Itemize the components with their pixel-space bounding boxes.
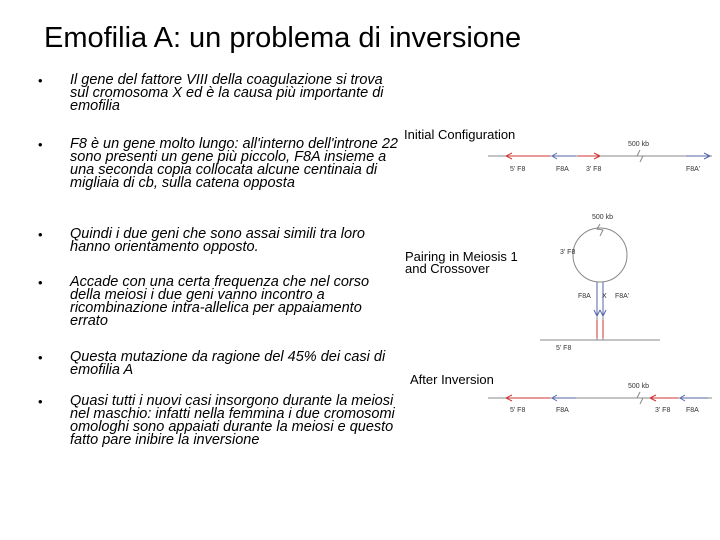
after-5f8-label: 5' F8 bbox=[510, 407, 526, 414]
bullet-icon: • bbox=[38, 275, 43, 290]
bullet-text: Quindi i due geni che sono assai simili tra loro hanno orientamento opposto. bbox=[70, 226, 365, 255]
initial-break-icon bbox=[637, 150, 643, 162]
f8-inversion-diagram bbox=[398, 120, 720, 430]
after-f8a-right-arrow bbox=[680, 395, 708, 401]
after-f8a-label: F8A bbox=[556, 407, 569, 414]
pairing-break-icon bbox=[597, 224, 603, 236]
initial-heading: Initial Configuration bbox=[404, 127, 516, 142]
initial-5f8-arrow bbox=[506, 153, 550, 159]
initial-f8a-label: F8A bbox=[556, 166, 569, 173]
after-break-icon bbox=[637, 392, 643, 404]
pairing-heading-line2: and Crossover bbox=[405, 261, 490, 276]
pairing-f8a-prime-label: F8A' bbox=[615, 293, 630, 300]
after-f8a-right-label: F8A bbox=[686, 407, 699, 414]
bullet-item bbox=[38, 138, 398, 228]
pairing-f8-segment bbox=[597, 320, 603, 338]
after-heading: After Inversion bbox=[410, 372, 494, 387]
pairing-f8a-arrow bbox=[594, 282, 600, 316]
bullet-icon: • bbox=[38, 73, 43, 88]
initial-3f8-label: 3' F8 bbox=[586, 166, 602, 173]
pairing-3f8-label: 3' F8 bbox=[560, 249, 576, 256]
bullet-item bbox=[38, 395, 398, 447]
pairing-f8a-label: F8A bbox=[578, 293, 591, 300]
bullet-item bbox=[38, 351, 398, 395]
bullet-icon: • bbox=[38, 350, 43, 365]
bullet-icon: • bbox=[38, 227, 43, 242]
initial-f8a-arrow bbox=[552, 153, 576, 159]
bullet-text: Quasi tutti i nuovi casi insorgono durante la meiosi nel maschio: infatti nella femmina i due cromosomi omologhi sono appaiati durante la meiosi e questo fatto pare inibire la inversione bbox=[70, 393, 395, 448]
slide-title: Emofilia A: un problema di inversione bbox=[44, 22, 522, 54]
after-kb-label: 500 kb bbox=[628, 383, 650, 390]
bullet-text: Questa mutazione da ragione del 45% dei casi di emofilia A bbox=[70, 349, 386, 378]
pairing-heading-line1: Pairing in Meiosis 1 bbox=[405, 249, 518, 264]
bullet-item bbox=[38, 276, 398, 351]
bullet-text: Accade con una certa frequenza che nel corso della meiosi i due geni vanno incontro a ricombinazione intra-allelica per appaiamento errato bbox=[70, 274, 370, 329]
pairing-kb-label: 500 kb bbox=[592, 214, 614, 221]
bullet-item bbox=[38, 74, 398, 138]
initial-f8a-prime-arrow bbox=[686, 153, 710, 159]
after-f8a-arrow bbox=[552, 395, 576, 401]
after-3f8-arrow bbox=[650, 395, 678, 401]
initial-f8a-prime-label: F8A' bbox=[686, 166, 701, 173]
bullet-icon: • bbox=[38, 137, 43, 152]
bullet-icon: • bbox=[38, 394, 43, 409]
pairing-cross-label: X bbox=[602, 293, 607, 300]
after-5f8-arrow bbox=[506, 395, 550, 401]
bullet-list bbox=[38, 74, 398, 447]
pairing-5f8-label: 5' F8 bbox=[556, 345, 572, 352]
initial-kb-label: 500 kb bbox=[628, 141, 650, 148]
initial-5f8-label: 5' F8 bbox=[510, 166, 526, 173]
initial-3f8-arrow bbox=[578, 153, 600, 159]
bullet-text: Il gene del fattore VIII della coagulazione si trova sul cromosoma X ed è la causa più importante di emofilia bbox=[70, 72, 384, 114]
pairing-loop bbox=[573, 228, 627, 282]
after-3f8-label: 3' F8 bbox=[655, 407, 671, 414]
bullet-item bbox=[38, 228, 398, 276]
bullet-text: F8 è un gene molto lungo: all'interno dell'introne 22 sono presenti un gene più piccolo, F8A insieme a una seconda copia collocata alcune centinaia di migliaia di cb, sulla catena opposta bbox=[70, 136, 398, 191]
